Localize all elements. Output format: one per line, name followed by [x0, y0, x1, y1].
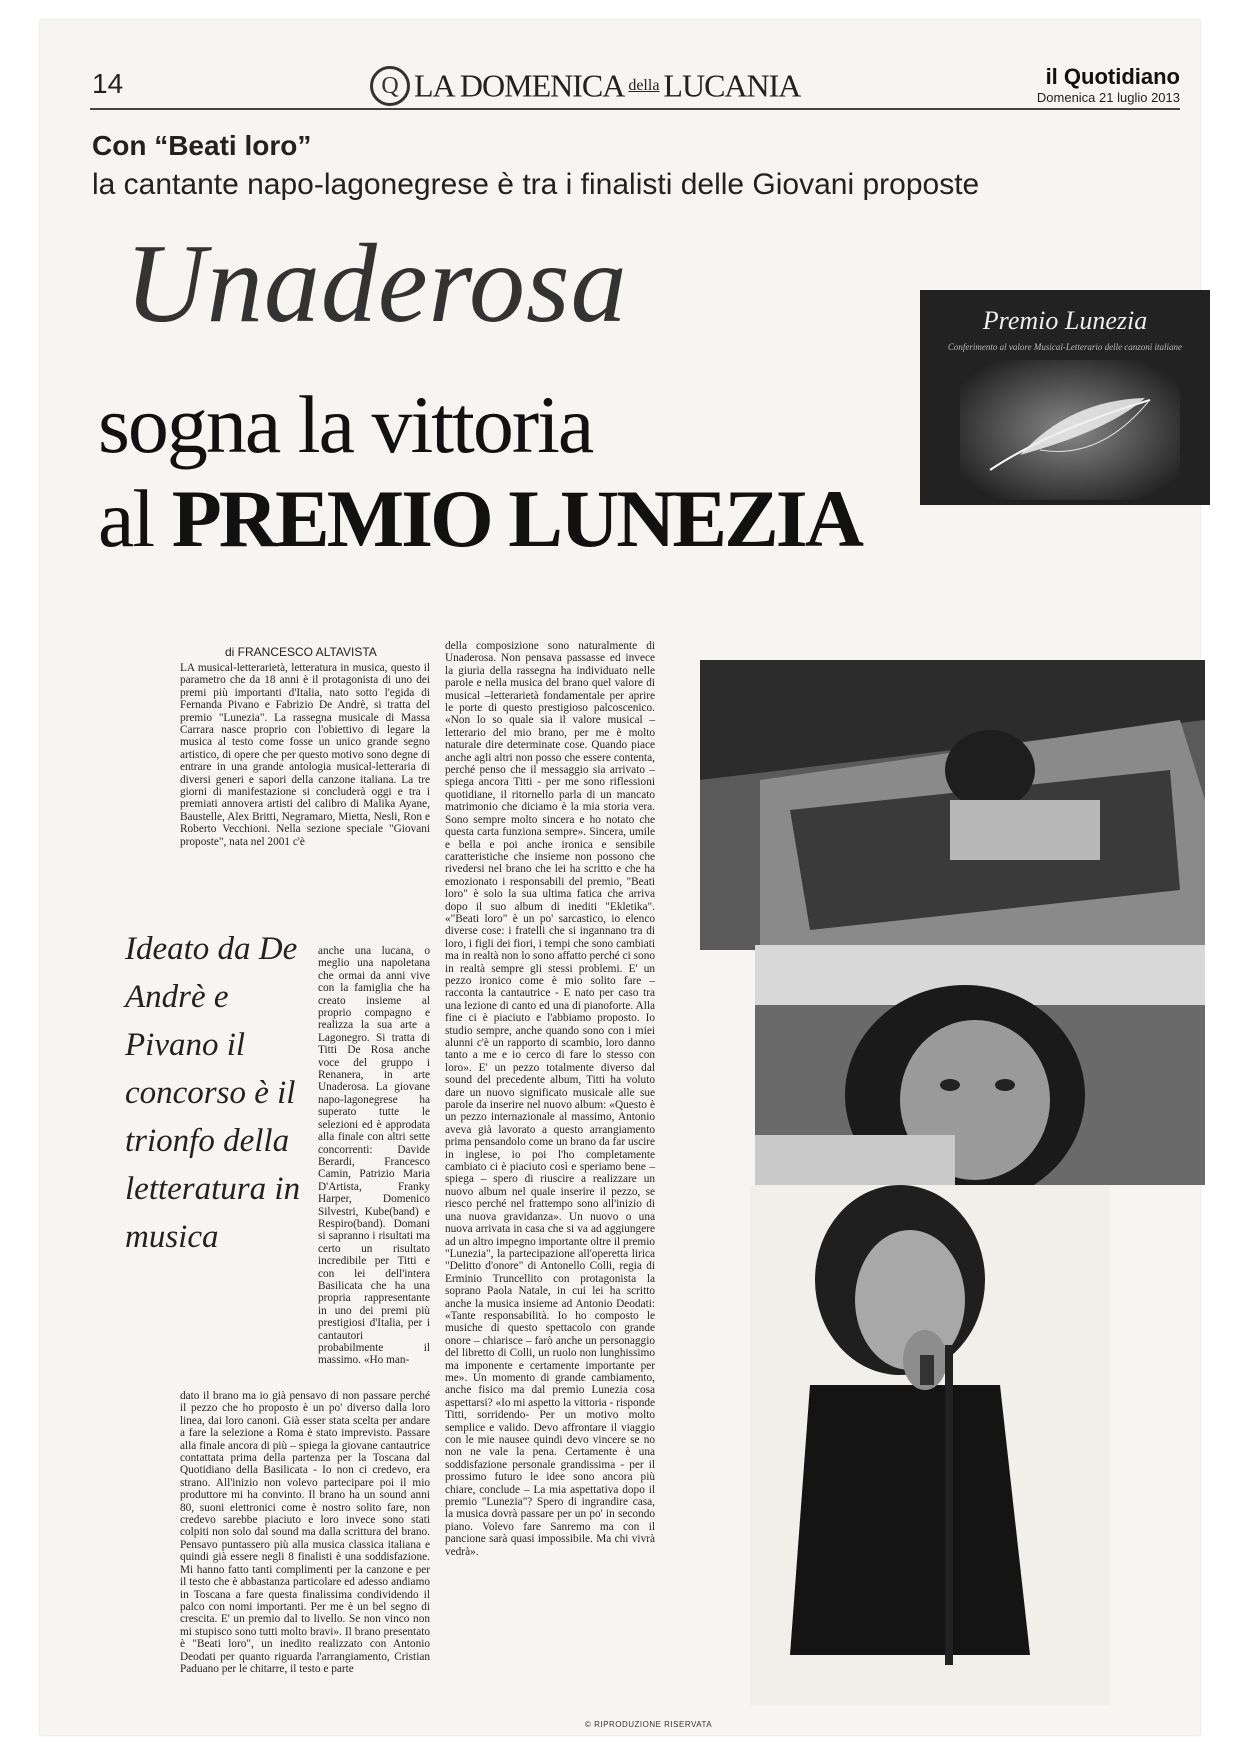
headline-line-3-prefix: al [98, 473, 172, 564]
article-column-b: della composizione sono naturalmente di Unaderosa. Non pensava passasse ed invece la giuria della rassegna ha individuato nelle parole e nella musica del brano quel valore di musical –letterarietà fondamentale per aprire le porte di questo prestigioso palcoscenico. «Non lo so quale sia il valore musical –letterario del mio brano, per me è molto naturale dire determinate cose. Quando piace anche agli altri non posso che essere contenta, perché penso che il messaggio sia arrivato – spiega ancora Titti - per me sono riflessioni quotidiane, il ritornello parla di un mancato matrimonio che diciamo è la mia storia vera. Sono sempre molto sincera e ho notato che questa carta funziona sempre». Sincera, umile e bella e poi anche ironica e sensibile caratteristiche che insieme non possono che rivedersi nel brano che lei ha scritto e che ha emozionato i responsabili del premio, "Beati loro" è solo la sua ultima fatica che arriva dopo il suo album di inediti "Ekletika". «"Beati loro" è un po' sarcastico, io elenco diverse cose: i fratelli che si ingannano tra di loro, i figli dei fiori, i tempi che sono cambiati ma in realtà non lo sono affatto perché ci sono in realtà sempre gli stessi problemi. E' un pezzo ironico come è mio solito fare – racconta la cantautrice - E nato per caso tra una lezione di canto ed una di pianoforte. Alla fine ci è piaciuto e l'abbiamo proposto. Io studio sempre, anche quando sono con i miei alunni c'è un rapporto di scambio, loro danno tanto a me e io cerco di fare lo stesso con loro». E' un pezzo totalmente diverso dal sound del precedente album, Titti ha voluto dare un nuovo significato musicale alle sue parole da inserire nel nuovo album: «Questo è un pezzo internazionale al massimo, Antonio aveva già lavorato a questo arrangiamento prima pensandolo come un brano da far uscire in inglese, io poi l'ho completamente cambiato ci è piaciuto così e speriamo bene – spiega – spero di riuscire a realizzare un nuovo album nel quale inserire il pezzo, se riesco perché nel frattempo sono all'inizio di una nuova gravidanza». Un nuovo o una nuova arrivata in casa che si va ad aggiungere ad un altro impegno importante oltre il premio "Lunezia", la partecipazione all'operetta lirica "Delitto d'onore" di Antonello Colli, regia di Erminio Truncellito con protagonista la soprano Paola Natale, in cui lei ha scritto anche la musica insieme ad Antonio Deodati: «Tante responsabilità. Io ho composto le musiche di questo spettacolo con grande onore – chiarisce – farò anche un personaggio del libretto di Colli, un ruolo non lunghissimo ma imponente e certamente importante per me». Un momento di grande cambiamento, anche fisico ma dal premio Lunezia cosa aspettarsi? «Io mi aspetto la vittoria - risponde Titti, sorridendo- Per un motivo molto semplice e valido. Devo affrontare il viaggio con le mie nausee quindi devo vincere se no non ne vale la pena. Certamente è una soddisfazione personale grandissima - per il prossimo futuro le idee sono ancora più chiare, conclude – La mia aspettativa dopo il premio "Lunezia"? Spero di ingrandire casa, la musica dovrà passare per un po' in secondo piano. Volevo fare Sanremo ma con il pancione sarà quasi impossibile. Ma chi vivrà vedrà». [445, 640, 655, 1558]
headline-line-1: Unaderosa [125, 222, 628, 346]
article-column-a-middle: anche una lucana, o meglio una napoletana che ormai da anni vive con la famiglia che ha creato insieme al proprio compagno e realizza la sua arte a Lagonegro. Si tratta di Titti De Rosa anche voce del gruppo i Renanera, in arte Unaderosa. La giovane napo-lagonegrese ha superato tutte le selezioni ed è approdata alla finale con altri sette concorrenti: Davide Berardi, Francesco Camin, Patrizio Maria D'Artista, Franky Harper, Domenico Silvestri, Kube(band) e Respiro(band). Domani si sapranno i risultati ma certo un risultato incredibile per Titti e con lei dell'intera Basilicata che ha una propria rappresentante in uno dei premi più prestigiosi d'Italia, per i cantautori probabilmente il massimo. «Ho man- [318, 945, 430, 1367]
copyright-notice: © RIPRODUZIONE RISERVATA [585, 1720, 713, 1729]
photo-portrait [755, 945, 1205, 1185]
photo-piano [700, 660, 1205, 950]
newspaper-page [40, 20, 1200, 1735]
masthead-part1: LA DOMENICA [414, 67, 625, 104]
feather-icon [960, 360, 1180, 500]
poster-subtitle: Conferimento al valore Musical-Letterario delle canzoni italiane [947, 342, 1183, 352]
masthead-logo: Q [370, 66, 410, 106]
photo-singer-image [750, 1185, 1110, 1705]
page-number: 14 [92, 68, 124, 99]
byline: di FRANCESCO ALTAVISTA [225, 645, 377, 659]
photo-portrait-image [755, 945, 1205, 1185]
masthead-part2: della [628, 77, 660, 94]
masthead-part3: LUCANIA [663, 67, 801, 104]
photo-piano-image [700, 660, 1205, 950]
article-column-a-bottom: dato il brano ma io già pensavo di non passare perché il pezzo che ho proposto è un po' diverso dalla loro linea, dai loro canoni. Già esser stata scelta per andare a fare la selezione a Roma è stato imprevisto. Passare alla finale ancora di più – spiega la giovane cantautrice contattata prima della partenza per la Toscana dal Quotidiano della Basilicata - Io non ci credevo, era strano. All'inizio non volevo partecipare poi il mio produttore mi ha convinto. Il brano ha un sound anni 80, suoni elettronici come è nostro solito fare, non credevo sarebbe piaciuto e loro invece sono stati colpiti non solo dal sound ma dalla scrittura del brano. Pensavo puntassero più alla musica classica italiana e quindi già essere negli 8 finalisti è una soddisfazione. Mi hanno fatto tanti complimenti per la canzone e per il testo che è abbastanza particolare ed adesso andiamo in Toscana a fare questa finalissima condividendo il palco con nomi importanti. Per me è un bel segno di crescita. E' un premio dal to livello. Se non vinco non mi stupisco sono tutti molto bravi». Il brano presentato è "Beati loro", un inedito realizzato con Antonio Deodati per quanto riguarda l'arrangiamento, Cristian Paduano per le chitarre, il testo e parte [180, 1390, 430, 1675]
masthead [370, 66, 930, 108]
photo-singer [750, 1185, 1110, 1705]
issue-date: Domenica 21 luglio 2013 [1036, 90, 1180, 105]
headline-line-2: sogna la vittoria [98, 379, 593, 470]
article-column-a-top: LA musical-letterarietà, letteratura in musica, questo il parametro che da 18 anni è il protagonista di uno dei premi più importanti d'Italia, nato sotto l'egida di Fernanda Pivano e Fabrizio De Andrè, si tratta del premio "Lunezia". La rassegna musicale di Massa Carrara nasce proprio con l'obiettivo di legare la musica al testo come fosse un unico grande segno artistico, di opere che per questo motivo sono degne di entrare in una grande antologia musical-letteraria di diversi generi e sapori della canzone italiana. La tre giorni di manifestazione si concluderà oggi e tra i premiati annovera artisti del calibro di Malika Ayane, Baustelle, Alex Britti, Negramaro, Mietta, Nesli, Ron e Roberto Vecchioni. Nella sezione speciale "Giovani proposte", nata nel 2001 c'è [180, 662, 430, 848]
kicker-line-2: la cantante napo-lagonegrese è tra i finalisti delle Giovani proposte [92, 168, 980, 201]
headline-line-3-bold: PREMIO LUNEZIA [171, 473, 861, 564]
pull-quote: Ideato da De Andrè e Pivano il concorso è il trionfo della letteratura in musica [125, 931, 301, 1255]
headline-line-3 [98, 472, 861, 566]
kicker-line-1: Con “Beati loro” [92, 130, 312, 161]
poster-title: Premio Lunezia [982, 306, 1148, 335]
masthead-rule [90, 108, 1180, 110]
premio-lunezia-poster [920, 290, 1210, 505]
paper-name: il Quotidiano [1045, 64, 1180, 89]
